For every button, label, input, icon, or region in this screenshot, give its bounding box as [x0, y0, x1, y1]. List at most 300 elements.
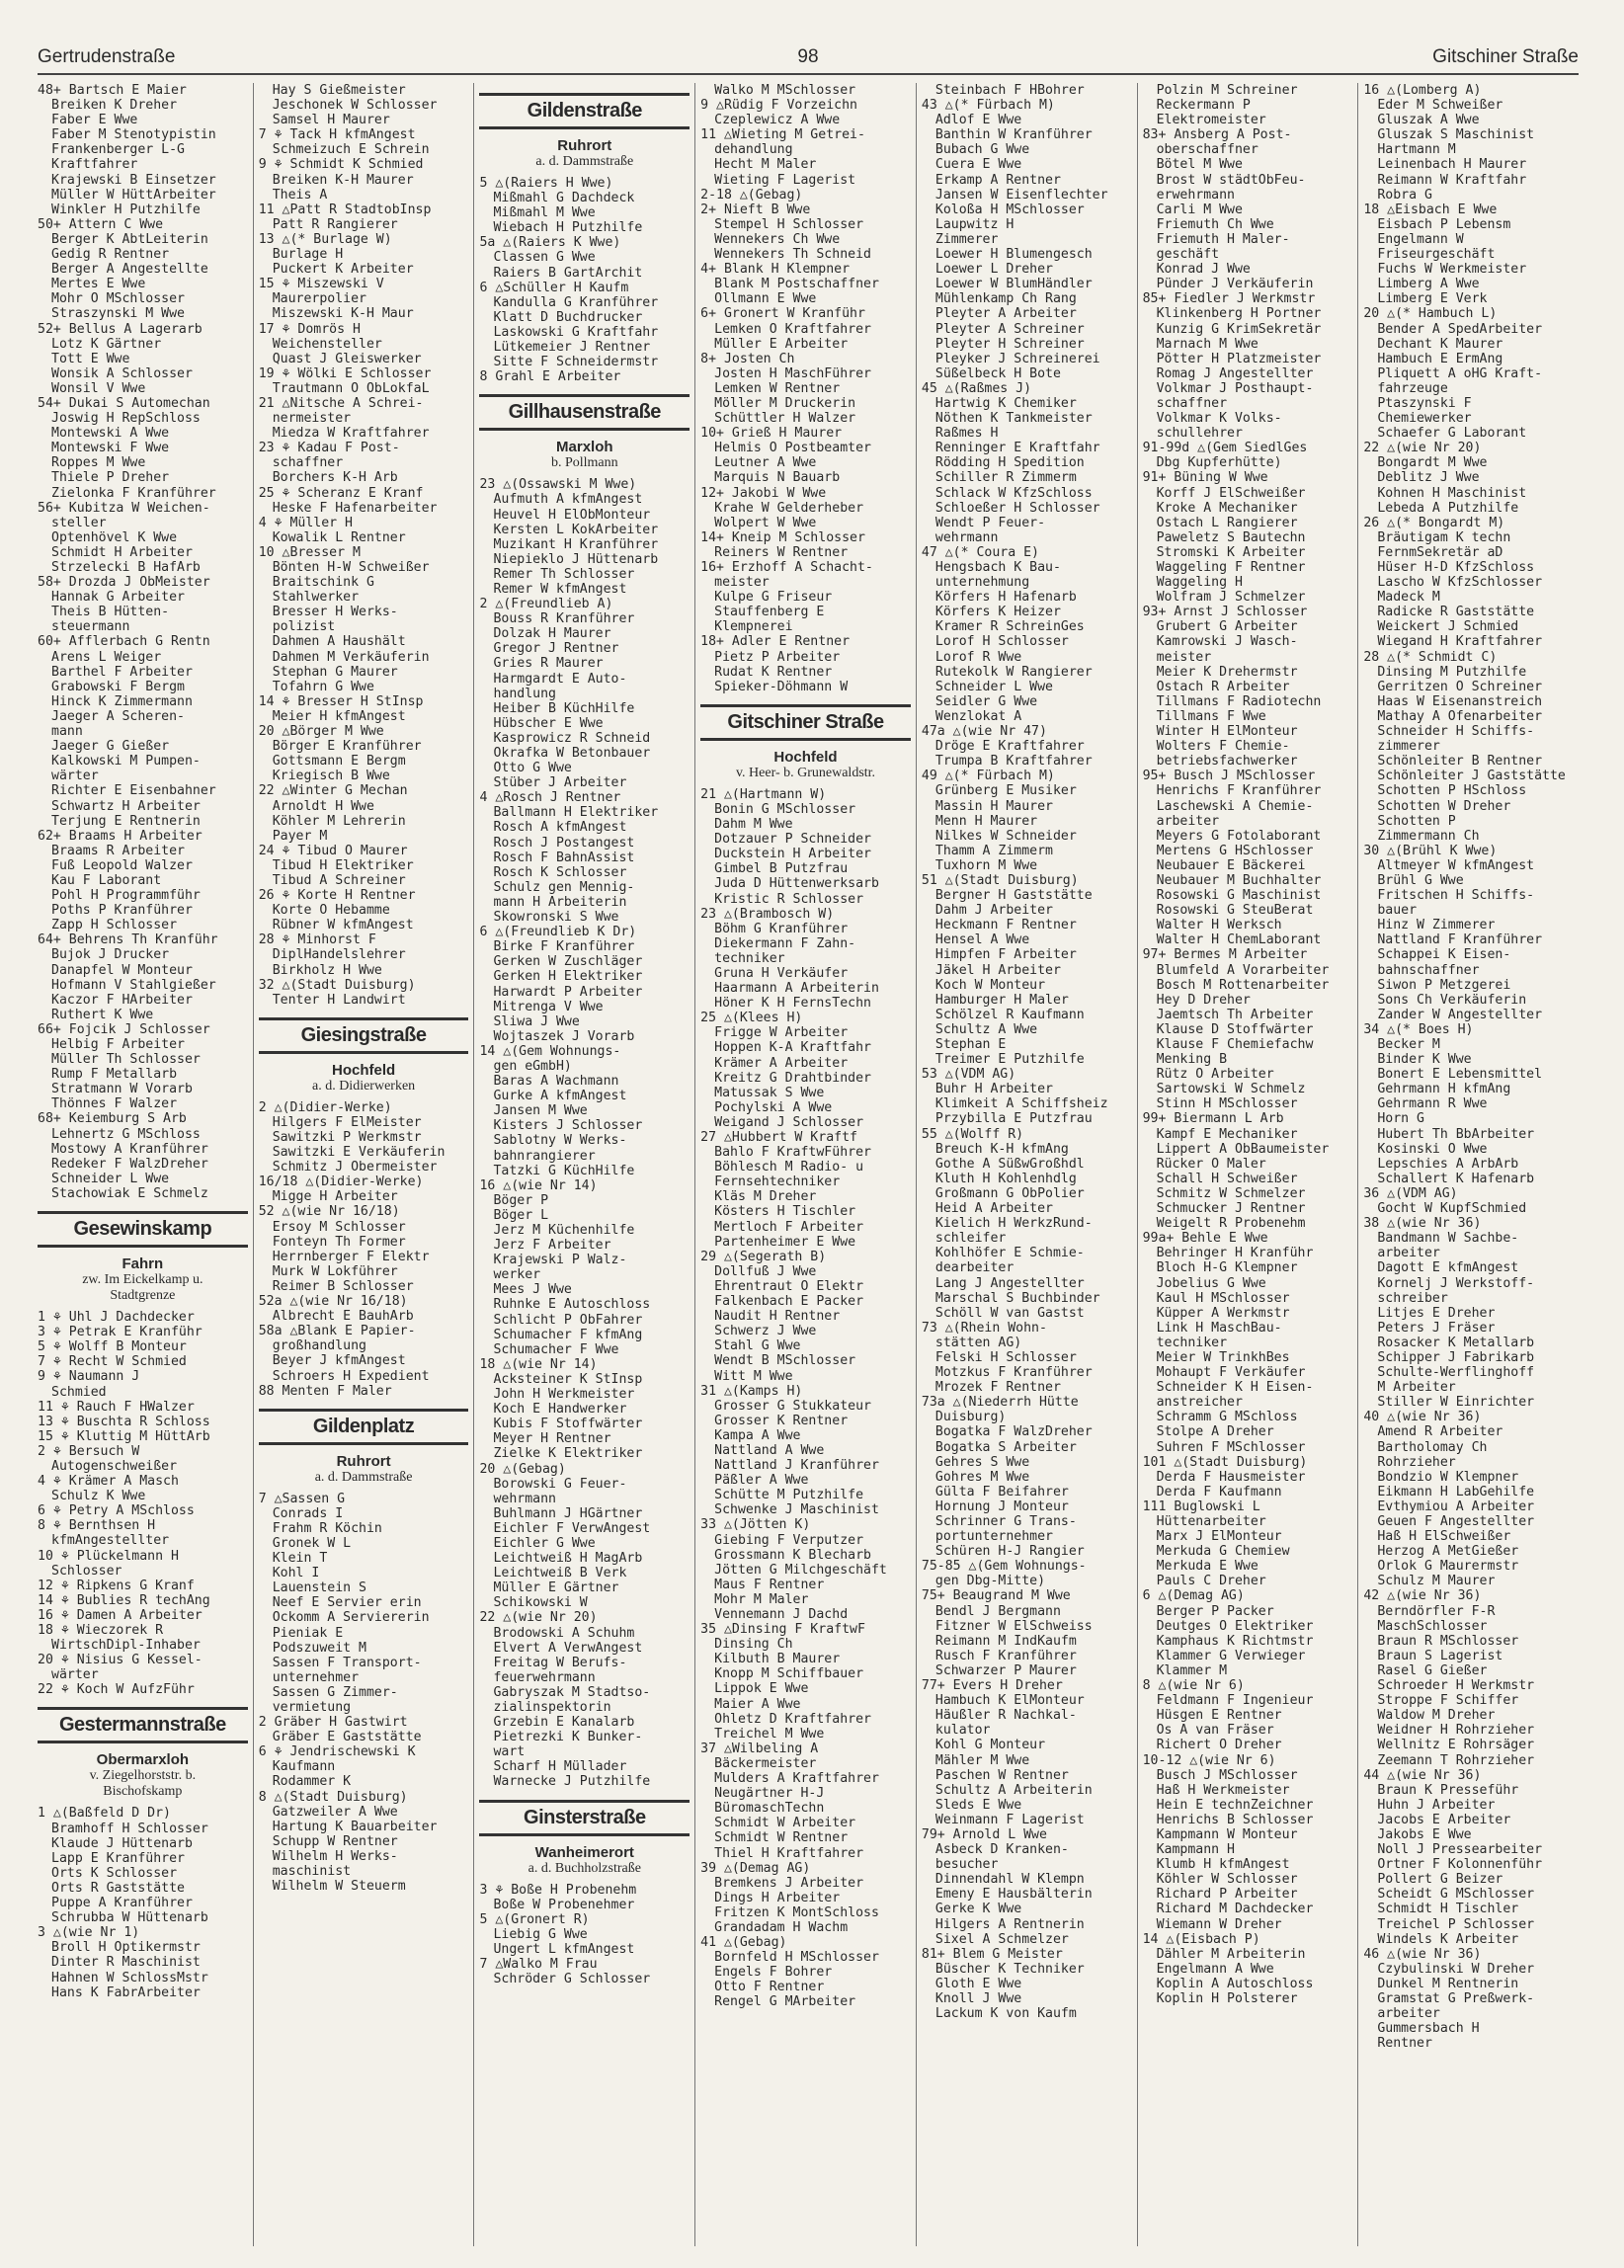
resident-entry: Jansen M Wwe	[493, 1103, 588, 1119]
resident-entry: Jacobs E Arbeiter	[1377, 1812, 1511, 1827]
resident-entry: Bergner H Gaststätte	[934, 888, 1093, 904]
resident-entry: Waldow M Dreher	[1377, 1708, 1496, 1724]
resident-entry: wärter	[51, 1667, 99, 1683]
resident-entry: Samsel H Maurer	[272, 113, 390, 128]
resident-entry: Wiegand H Kraftfahrer	[1377, 634, 1543, 650]
resident-entry: Klimkeit A Schiffsheiz	[934, 1096, 1108, 1112]
resident-entry: Hay S Gießmeister	[272, 83, 406, 98]
resident-entry: Schmied	[51, 1384, 107, 1400]
resident-entry: gen eGmbH)	[493, 1058, 572, 1074]
resident-entry: Schwenke J Maschinist	[714, 1502, 879, 1518]
resident-entry: Böhm G Kranführer	[714, 921, 849, 936]
resident-entry: Reckermann P	[1156, 98, 1251, 114]
resident-entry: Wieting F Lagerist	[714, 172, 856, 188]
district-name: Marxloh	[556, 439, 613, 456]
columns	[38, 83, 1579, 2246]
resident-entry: 54+ Dukai S Automechan	[38, 395, 210, 411]
resident-entry: Pohl H Programmführ	[51, 888, 201, 904]
header-left-street: Gertrudenstraße	[38, 46, 176, 67]
resident-entry: Liebig G Wwe	[493, 1926, 588, 1942]
resident-entry: Dahm J Arbeiter	[934, 903, 1053, 919]
resident-entry: Dings H Arbeiter	[714, 1890, 841, 1905]
resident-entry: Schulte-Werflinghoff	[1377, 1365, 1535, 1381]
resident-entry: Dinsing M Putzhilfe	[1377, 664, 1527, 680]
street-section-header	[259, 1409, 469, 1486]
resident-entry: 85+ Fiedler J Werkmstr	[1142, 291, 1316, 307]
resident-entry: Harmgardt E Auto-	[493, 671, 627, 687]
resident-entry: Busch J MSchlosser	[1156, 1767, 1298, 1783]
resident-entry: Niepieklo J Hüttenarb	[493, 551, 659, 567]
resident-entry: 5 ⚘ Wolff B Monteur	[38, 1339, 187, 1355]
resident-entry: 34 △(* Boes H)	[1363, 1021, 1474, 1037]
resident-entry: Braitschink G	[272, 575, 374, 591]
resident-entry: Klempnerei	[714, 619, 793, 635]
resident-entry: Barthel F Arbeiter	[51, 664, 193, 680]
resident-entry: Straszynski M Wwe	[51, 306, 185, 322]
resident-entry: Mitrenga V Wwe	[493, 999, 604, 1014]
resident-entry: Walter H Werksch	[1156, 918, 1282, 933]
resident-entry: BüromaschTechn	[714, 1801, 825, 1817]
resident-entry: Börger E Kranführer	[272, 739, 422, 755]
resident-entry: Berger A Angestellte	[51, 262, 208, 278]
resident-entry: Deblitz J Wwe	[1377, 470, 1480, 486]
resident-entry: Kasprowicz R Schneid	[493, 730, 651, 746]
resident-entry: 4+ Blank H Klempner	[700, 262, 851, 278]
resident-entry: Krahe W Gelderheber	[714, 500, 864, 516]
resident-entry: Bornfeld H MSchlosser	[714, 1950, 879, 1966]
resident-entry: Tibud A Schreiner	[272, 872, 406, 888]
resident-entry: Ortner F Kolonnenführ	[1377, 1857, 1543, 1873]
resident-entry: Hahnen W SchlossMstr	[51, 1970, 208, 1985]
resident-entry: Mohr M Maler	[714, 1591, 809, 1607]
resident-entry: mann H Arbeiterin	[493, 894, 627, 910]
resident-entry: Bramhoff H Schlosser	[51, 1821, 208, 1836]
resident-entry: Schiller R Zimmerm	[934, 470, 1077, 486]
resident-entry: 21 △(Hartmann W)	[700, 786, 827, 802]
resident-entry: 58+ Drozda J ObMeister	[38, 575, 210, 591]
resident-entry: Kielich H WerkzRund-	[934, 1216, 1093, 1232]
resident-entry: Kowalik L Rentner	[272, 529, 406, 545]
street-extent: a. d. Buchholzstraße	[528, 1860, 641, 1876]
resident-entry: Schrubba W Hüttenarb	[51, 1910, 208, 1926]
resident-entry: Schmidt W Rentner	[714, 1830, 849, 1846]
resident-entry: 6+ Gronert W Kranführ	[700, 306, 865, 322]
resident-entry: schleifer	[934, 1231, 1007, 1247]
resident-entry: Deutges O Elektriker	[1156, 1618, 1314, 1634]
resident-entry: 9 △Rüdig F Vorzeichn	[700, 98, 857, 114]
resident-entry: Falkenbach E Packer	[714, 1294, 864, 1310]
resident-entry: Schotten P	[1377, 813, 1456, 829]
resident-entry: Pieniak E	[272, 1625, 344, 1641]
resident-entry: Amend R Arbeiter	[1377, 1424, 1503, 1440]
resident-entry: Schultz A Arbeiterin	[934, 1782, 1093, 1798]
resident-entry: Autogenschweißer	[51, 1458, 178, 1474]
resident-entry: 10+ Grieß H Maurer	[700, 426, 843, 442]
resident-entry: Leinenbach H Maurer	[1377, 157, 1527, 173]
resident-entry: Kilbuth B Maurer	[714, 1652, 841, 1667]
resident-entry: Weidner H Rohrzieher	[1377, 1723, 1535, 1739]
resident-entry: Jakobs E Wwe	[1377, 1826, 1472, 1842]
resident-entry: 43 △(* Fürbach M)	[921, 98, 1055, 114]
resident-entry: Gurke A kfmAngest	[493, 1089, 627, 1104]
resident-entry: Buhlmann J HGärtner	[493, 1505, 643, 1521]
resident-entry: Marx J ElMonteur	[1156, 1529, 1282, 1545]
resident-entry: Pietrezki K Bunker-	[493, 1730, 643, 1745]
resident-entry: Bandmann W Sachbe-	[1377, 1231, 1519, 1247]
resident-entry: Tuxhorn M Wwe	[934, 857, 1038, 873]
resident-entry: Klein T	[272, 1551, 328, 1567]
resident-entry: Tillmans F Radiotechn	[1156, 693, 1322, 709]
resident-entry: Joswig H RepSchloss	[51, 411, 201, 427]
resident-entry: Kohl G Monteur	[934, 1738, 1046, 1753]
resident-entry: 20 △(Gebag)	[479, 1461, 566, 1477]
resident-entry: 75+ Beaugrand M Wwe	[921, 1588, 1071, 1604]
resident-entry: 2+ Nieft B Wwe	[700, 202, 811, 217]
resident-entry: Pauls C Dreher	[1156, 1574, 1266, 1589]
resident-entry: Menn H Maurer	[934, 813, 1038, 829]
resident-entry: Puckert K Arbeiter	[272, 262, 414, 278]
resident-entry: 10 ⚘ Plückelmann H	[38, 1548, 179, 1564]
resident-entry: Rengel G MArbeiter	[714, 1994, 856, 2010]
resident-entry: 5 △(Gronert R)	[479, 1911, 590, 1927]
resident-entry: Pochylski A Wwe	[714, 1099, 833, 1115]
resident-entry: Conrads I	[272, 1505, 344, 1521]
resident-entry: Hartwig K Chemiker	[934, 395, 1077, 411]
resident-entry: 3 ⚘ Petrak E Kranführ	[38, 1325, 203, 1340]
district-name: Fahrn	[122, 1256, 164, 1273]
resident-entry: oberschaffner	[1156, 142, 1259, 158]
resident-entry: Berndörfler F-R	[1377, 1603, 1496, 1619]
resident-entry: 13 ⚘ Buschta R Schloss	[38, 1414, 210, 1429]
resident-entry: Kau F Laborant	[51, 872, 162, 888]
resident-entry: Hüttenarbeiter	[1156, 1514, 1266, 1529]
resident-entry: Kaufmann	[272, 1759, 336, 1775]
resident-entry: Böger P	[493, 1192, 549, 1208]
resident-entry: schreiber	[1377, 1290, 1448, 1306]
resident-entry: John H Werkmeister	[493, 1387, 635, 1403]
resident-entry: 10 △Bresser M	[258, 544, 361, 560]
resident-entry: Grzebin E Kanalarb	[493, 1715, 635, 1731]
resident-entry: Bäckermeister	[714, 1755, 817, 1771]
resident-entry: Kalkowski M Pumpen-	[51, 754, 201, 770]
resident-entry: Dollfuß J Wwe	[714, 1263, 817, 1279]
resident-entry: Schrinner G Trans-	[934, 1514, 1077, 1529]
resident-entry: Weigelt R Probenehm	[1156, 1216, 1306, 1232]
resident-entry: Großmann G ObPolier	[934, 1185, 1085, 1201]
resident-entry: Waggeling H	[1156, 575, 1243, 591]
resident-entry: 16 △(Lomberg A)	[1363, 83, 1482, 98]
resident-entry: 7 ⚘ Tack H kfmAngest	[258, 127, 416, 143]
resident-entry: Theis A	[272, 187, 328, 202]
resident-entry: Rosowski G Maschinist	[1156, 888, 1322, 904]
resident-entry: 5 △(Raiers H Wwe)	[479, 176, 613, 191]
resident-entry: Chemiewerker	[1377, 411, 1472, 427]
resident-entry: stätten AG)	[934, 1335, 1022, 1350]
resident-entry: Kaul H MSchlosser	[1156, 1290, 1290, 1306]
resident-entry: 11 ⚘ Rauch F HWalzer	[38, 1399, 195, 1415]
resident-entry: 52a △(wie Nr 16/18)	[258, 1294, 408, 1310]
resident-entry: Hecht M Maler	[714, 157, 817, 173]
resident-entry: 53 △(VDM AG)	[921, 1067, 1016, 1083]
resident-entry: Körfers K Heizer	[934, 605, 1061, 620]
resident-entry: 10-12 △(wie Nr 6)	[1142, 1752, 1276, 1768]
resident-entry: Schneider K H Eisen-	[1156, 1380, 1314, 1396]
resident-entry: Gerken W Zuschläger	[493, 954, 643, 970]
resident-entry: arbeiter	[1377, 2006, 1440, 2022]
resident-entry: Bogatka F WalzDreher	[934, 1424, 1093, 1440]
resident-entry: 12+ Jakobi W Wwe	[700, 485, 827, 501]
resident-entry: Migge H Arbeiter	[272, 1189, 398, 1205]
resident-entry: Gimbel B Putzfrau	[714, 861, 849, 877]
resident-entry: Ersoy M Schlosser	[272, 1219, 406, 1235]
resident-entry: 8 Grahl E Arbeiter	[479, 369, 621, 385]
resident-entry: 23 △(Brambosch W)	[700, 906, 835, 922]
resident-entry: Schall H Schweißer	[1156, 1171, 1298, 1186]
resident-entry: Wojtaszek J Vorarb	[493, 1028, 635, 1044]
resident-entry: 42 △(wie Nr 36)	[1363, 1588, 1482, 1604]
resident-entry: Kandulla G Kranführer	[493, 294, 659, 310]
resident-entry: Schmidt H Arbeiter	[51, 544, 193, 560]
resident-entry: 55 △(Wolff R)	[921, 1126, 1024, 1142]
resident-entry: 36 △(VDM AG)	[1363, 1185, 1458, 1201]
resident-entry: Emeny E Hausbälterin	[934, 1887, 1093, 1903]
resident-entry: Gehrmann H kfmAng	[1377, 1082, 1511, 1097]
resident-entry: Gehres S Wwe	[934, 1454, 1030, 1470]
resident-entry: Schneider H Schiffs-	[1377, 724, 1535, 740]
resident-entry: 79+ Arnold L Wwe	[921, 1826, 1047, 1842]
resident-entry: Breiken K Dreher	[51, 98, 178, 114]
resident-entry: 88 Menten F Maler	[258, 1383, 392, 1399]
resident-entry: Lippert A ObBaumeister	[1156, 1141, 1330, 1157]
resident-entry: Acksteiner K StInsp	[493, 1371, 643, 1387]
resident-entry: 4 ⚘ Müller H	[258, 515, 353, 530]
resident-entry: Wennekers Ch Wwe	[714, 231, 841, 247]
resident-entry: Volkmar J Posthaupt-	[1156, 380, 1314, 396]
resident-entry: 111 Buglowski L	[1142, 1498, 1260, 1514]
resident-entry: Beyer J kfmAngest	[272, 1353, 406, 1369]
resident-entry: großhandlung	[272, 1338, 366, 1354]
resident-entry: Paweletz S Bautechn	[1156, 529, 1306, 545]
resident-entry: Richard P Arbeiter	[1156, 1887, 1298, 1903]
resident-entry: Pliquett A oHG Kraft-	[1377, 365, 1543, 381]
resident-entry: Koch E Handwerker	[493, 1402, 627, 1418]
resident-entry: Maier A Wwe	[714, 1696, 801, 1712]
street-section-header	[479, 394, 690, 471]
resident-entry: 44 △(wie Nr 36)	[1363, 1767, 1482, 1783]
resident-entry: Kriegisch B Wwe	[272, 769, 390, 784]
resident-entry: Hengsbach K Bau-	[934, 560, 1061, 575]
resident-entry: Fuchs W Werkmeister	[1377, 262, 1527, 278]
resident-entry: Harwardt P Arbeiter	[493, 984, 643, 1000]
resident-entry: Orts K Schlosser	[51, 1865, 178, 1881]
resident-entry: Schotten P HSchloss	[1377, 783, 1527, 799]
resident-entry: Dotzauer P Schneider	[714, 832, 871, 848]
resident-entry: Sassen F Transport-	[272, 1655, 422, 1670]
resident-entry: 18 △(wie Nr 14)	[479, 1356, 598, 1372]
resident-entry: Stachowiak E Schmelz	[51, 1185, 208, 1201]
resident-entry: 2-18 △(Gebag)	[700, 187, 803, 202]
street-name: Gildenstraße	[479, 93, 690, 129]
resident-entry: Zapp H Schlosser	[51, 918, 178, 933]
resident-entry: Schneider L Wwe	[934, 679, 1053, 694]
resident-entry: Faber M Stenotypistin	[51, 127, 216, 143]
resident-entry: Derda F Hausmeister	[1156, 1469, 1306, 1485]
resident-entry: Feldmann F Ingenieur	[1156, 1693, 1314, 1709]
resident-entry: Küpper A Werkmstr	[1156, 1305, 1290, 1321]
resident-entry: mann	[51, 724, 83, 740]
resident-entry: Schupp W Rentner	[272, 1833, 398, 1849]
resident-entry: Schönleiter B Rentner	[1377, 754, 1543, 770]
resident-entry: Redeker F WalzDreher	[51, 1156, 208, 1172]
resident-entry: Gülta F Beifahrer	[934, 1484, 1069, 1499]
street-name: Gesewinskamp	[38, 1211, 248, 1248]
resident-entry: Treichel P Schlosser	[1377, 1916, 1535, 1932]
resident-entry: anstreicher	[1156, 1395, 1243, 1411]
resident-entry: Walko M MSchlosser	[714, 83, 856, 98]
resident-entry: Ungert L kfmAngest	[493, 1941, 635, 1957]
resident-entry: Raiers B GartArchit	[493, 265, 643, 281]
resident-entry: Hinck K Zimmermann	[51, 693, 193, 709]
resident-entry: Schmucker J Rentner	[1156, 1201, 1306, 1217]
resident-entry: Noll J Pressearbeiter	[1377, 1842, 1543, 1858]
resident-entry: 18+ Adler E Rentner	[700, 634, 851, 650]
resident-entry: Dahmen M Verkäuferin	[272, 649, 430, 665]
resident-entry: Wiemann W Dreher	[1156, 1916, 1282, 1932]
resident-entry: Mertes E Wwe	[51, 277, 146, 292]
resident-entry: Loewer W BlumHändler	[934, 277, 1093, 292]
resident-entry: 77+ Evers H Dreher	[921, 1678, 1063, 1694]
resident-entry: 9 ⚘ Schmidt K Schmied	[258, 157, 424, 173]
resident-entry: schaffner	[272, 455, 344, 471]
resident-entry: Päßler A Wwe	[714, 1473, 809, 1489]
resident-entry: Seidler G Wwe	[934, 693, 1038, 709]
resident-entry: 11 △Patt R StadtobInsp	[258, 202, 432, 217]
resident-entry: 19 ⚘ Wölki E Schlosser	[258, 365, 432, 381]
resident-entry: Kraftfahrer	[51, 157, 138, 173]
resident-entry: Fernsehtechniker	[714, 1174, 841, 1190]
district-name: Ruhrort	[557, 137, 612, 154]
resident-entry: 20 ⚘ Nisius G Kessel-	[38, 1653, 203, 1668]
resident-entry: Klinkenberg H Portner	[1156, 306, 1322, 322]
resident-entry: Jötten G Milchgeschäft	[714, 1562, 887, 1578]
resident-entry: Kluth H Kohlenhdlg	[934, 1171, 1077, 1186]
resident-entry: polizist	[272, 619, 336, 635]
resident-entry: Henrichs B Schlosser	[1156, 1812, 1314, 1827]
resident-entry: Knoll J Wwe	[934, 1991, 1022, 2006]
resident-entry: Menking B	[1156, 1052, 1228, 1068]
resident-entry: Ptaszynski F	[1377, 395, 1472, 411]
resident-entry: Rücker O Maler	[1156, 1156, 1266, 1172]
resident-entry: Gluszak S Maschinist	[1377, 127, 1535, 143]
street-section-header	[259, 1017, 469, 1094]
resident-entry: Schwartz H Arbeiter	[51, 798, 201, 814]
resident-entry: Dagott E kfmAngest	[1377, 1260, 1519, 1276]
resident-entry: Stiller W Einrichter	[1377, 1395, 1535, 1411]
resident-entry: Stempel H Schlosser	[714, 216, 864, 232]
resident-entry: 25 ⚘ Scheranz E Kranf	[258, 485, 424, 501]
resident-entry: Wiebach H Putzhilfe	[493, 220, 643, 236]
resident-entry: Laupwitz H	[934, 216, 1015, 232]
resident-entry: Stahl G Wwe	[714, 1338, 801, 1354]
resident-entry: Duisburg)	[934, 1410, 1007, 1425]
resident-entry: Zielke K Elektriker	[493, 1446, 643, 1462]
resident-entry: Marquis N Bauarb	[714, 470, 841, 486]
resident-entry: Adlof E Wwe	[934, 113, 1022, 128]
resident-entry: 37 △Wilbeling A	[700, 1741, 819, 1756]
resident-entry: Klumb H kfmAngest	[1156, 1857, 1290, 1873]
resident-entry: 14 ⚘ Bresser H StInsp	[258, 693, 424, 709]
street-extent: Stadtgrenze	[110, 1288, 176, 1304]
street-section-header	[700, 704, 911, 781]
resident-entry: Eichler F VerwAngest	[493, 1520, 651, 1536]
resident-entry: 73 △(Rhein Wohn-	[921, 1320, 1047, 1336]
resident-entry: 23 ⚘ Kadau F Post-	[258, 441, 400, 456]
resident-entry: 14 ⚘ Bublies R techAng	[38, 1592, 210, 1608]
resident-entry: Richter E Eisenbahner	[51, 783, 216, 799]
resident-entry: Kulpe G Friseur	[714, 590, 833, 606]
resident-entry: Mostowy A Kranführer	[51, 1141, 208, 1157]
resident-entry: 101 △(Stadt Duisburg)	[1142, 1454, 1308, 1470]
resident-entry: Bresser H Werks-	[272, 605, 398, 620]
district-name: Wanheimerort	[534, 1843, 634, 1861]
resident-entry: unternehmer	[272, 1669, 360, 1685]
resident-entry: 62+ Braams H Arbeiter	[38, 828, 203, 844]
resident-entry: Berger P Packer	[1156, 1603, 1274, 1619]
resident-entry: 23 △(Ossawski M Wwe)	[479, 477, 637, 493]
resident-entry: Miedza W Kraftfahrer	[272, 426, 430, 442]
resident-entry: Rudat K Rentner	[714, 664, 833, 680]
resident-entry: techniker	[1156, 1335, 1228, 1350]
resident-entry: Eikmann H LabGehilfe	[1377, 1484, 1535, 1499]
resident-entry: Becker M	[1377, 1037, 1440, 1052]
resident-entry: Meier H kfmAngest	[272, 708, 406, 724]
resident-entry: Schulz gen Mennig-	[493, 879, 635, 895]
resident-entry: Schüren H-J Rangier	[934, 1544, 1085, 1560]
resident-entry: Bräutigam K techn	[1377, 529, 1511, 545]
resident-entry: Sons Ch Verkäuferin	[1377, 992, 1527, 1008]
resident-entry: 7 △Walko M Frau	[479, 1957, 598, 1973]
resident-entry: Lang J Angestellter	[934, 1275, 1085, 1291]
resident-entry: Lauenstein S	[272, 1580, 366, 1596]
resident-entry: 47 △(* Coura E)	[921, 544, 1039, 560]
resident-entry: Böhlesch M Radio- u	[714, 1160, 864, 1175]
resident-entry: Bondzio W Klempner	[1377, 1469, 1519, 1485]
resident-entry: Dinsing Ch	[714, 1637, 793, 1653]
resident-entry: Pietz P Arbeiter	[714, 649, 841, 665]
resident-entry: Treichel M Wwe	[714, 1726, 825, 1742]
resident-entry: Fritschen H Schiffs-	[1377, 888, 1535, 904]
resident-entry: Kohlhöfer E Schmie-	[934, 1246, 1085, 1261]
resident-entry: nermeister	[272, 411, 352, 427]
resident-entry: Tibud H Elektriker	[272, 857, 414, 873]
resident-entry: Schotten W Dreher	[1377, 798, 1511, 814]
resident-entry: Herrnberger F Elektr	[272, 1249, 430, 1264]
resident-entry: 60+ Afflerbach G Rentn	[38, 634, 210, 650]
resident-entry: Thiele P Dreher	[51, 470, 170, 486]
resident-entry: Ruthert K Wwe	[51, 1007, 154, 1022]
resident-entry: Müller Th Schlosser	[51, 1052, 201, 1068]
resident-entry: Schlosser	[51, 1563, 122, 1579]
street-name: Gestermannstraße	[38, 1707, 248, 1743]
resident-entry: Eder M Schweißer	[1377, 98, 1503, 114]
resident-entry: 16 △(wie Nr 14)	[479, 1177, 598, 1193]
district-name: Ruhrort	[336, 1452, 391, 1470]
resident-entry: Raßmes H	[934, 426, 999, 442]
resident-entry: Engelmann W	[1377, 231, 1464, 247]
resident-entry: Pleyker J Schreinerei	[934, 351, 1100, 366]
resident-entry: Engels F Bohrer	[714, 1965, 833, 1981]
resident-entry: Frankenberger L-G	[51, 142, 185, 158]
